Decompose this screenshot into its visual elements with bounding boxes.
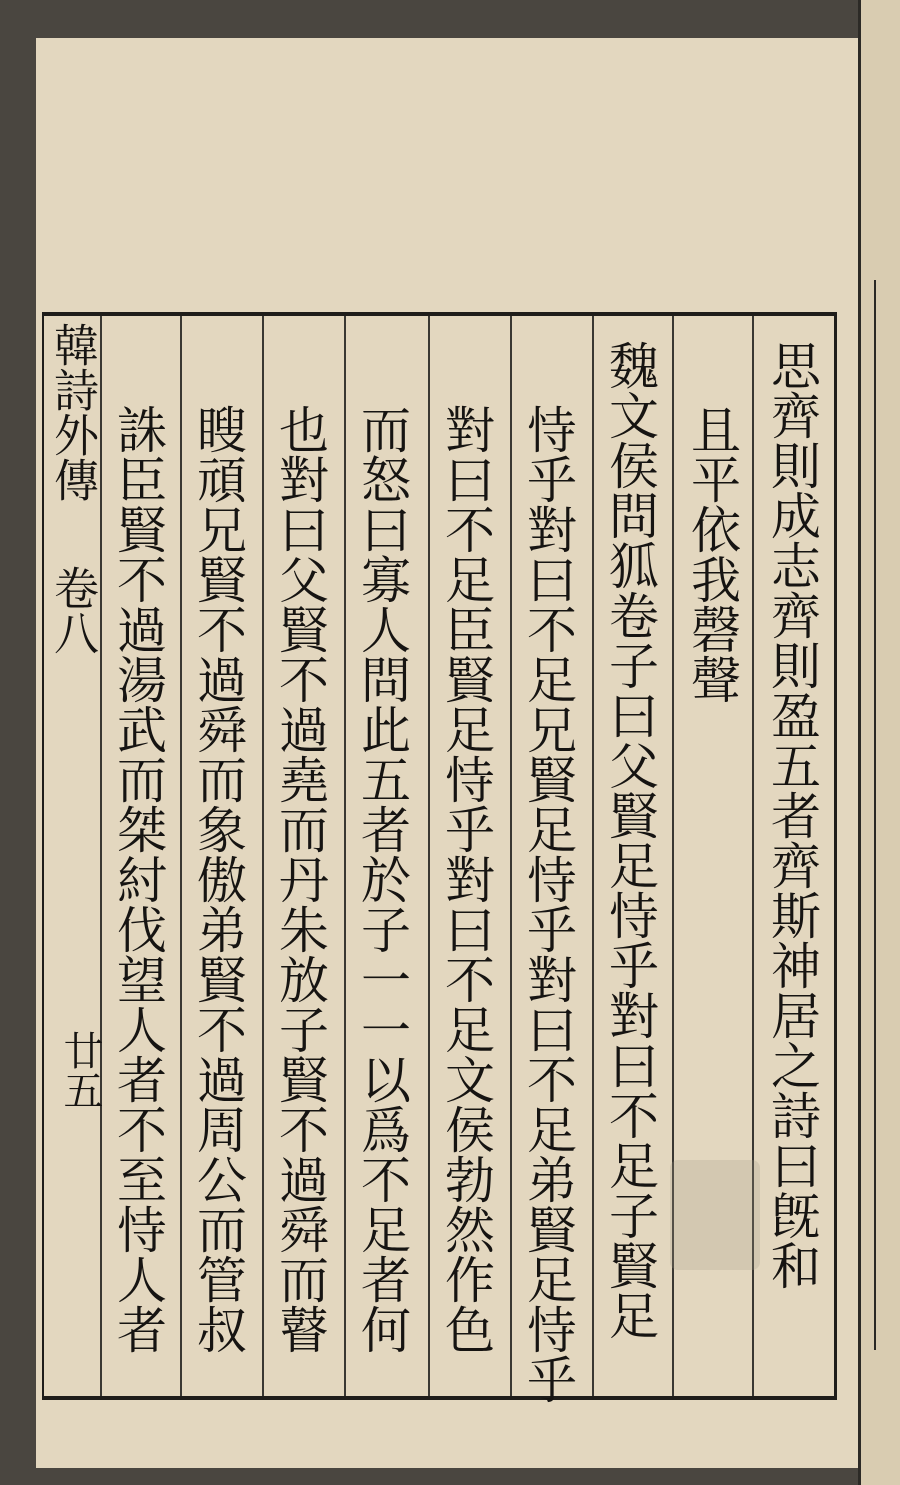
text-column-6: 而怒曰寡人問此五者於子一一以爲不足者何 (353, 404, 411, 1354)
column-rule (180, 316, 182, 1396)
column-rule (344, 316, 346, 1396)
column-rule (100, 316, 102, 1396)
text-column-5: 對曰不足臣賢足恃乎對曰不足文侯勃然作色 (437, 404, 495, 1354)
text-column-2: 且平依我磬聲 (683, 404, 741, 704)
text-column-4: 恃乎對曰不足兄賢足恃乎對曰不足弟賢足恃乎 (519, 404, 577, 1404)
text-column-7: 也對曰父賢不過堯而丹朱放子賢不過舜而瞽 (271, 404, 329, 1354)
text-column-8: 瞍頑兄賢不過舜而象傲弟賢不過周公而管叔 (189, 404, 247, 1354)
text-column-1: 思齊則成志齊則盈五者齊斯神居之詩曰旣和 (763, 340, 821, 1290)
leaf-number: 廿五 (57, 1030, 103, 1110)
adjacent-page-fragment (874, 280, 900, 1350)
column-rule (428, 316, 430, 1396)
faint-seal-stamp (670, 1160, 760, 1270)
column-rule (592, 316, 594, 1396)
column-rule (262, 316, 264, 1396)
text-column-3: 魏文侯問狐卷子曰父賢足恃乎對曰不足子賢足 (601, 340, 659, 1340)
margin-volume: 卷八 (46, 565, 99, 655)
gutter-edge (858, 0, 861, 1485)
text-column-9: 誅臣賢不過湯武而桀紂伐望人者不至恃人者 (109, 404, 167, 1354)
margin-title: 韓詩外傳 (46, 322, 99, 502)
column-rule (510, 316, 512, 1396)
